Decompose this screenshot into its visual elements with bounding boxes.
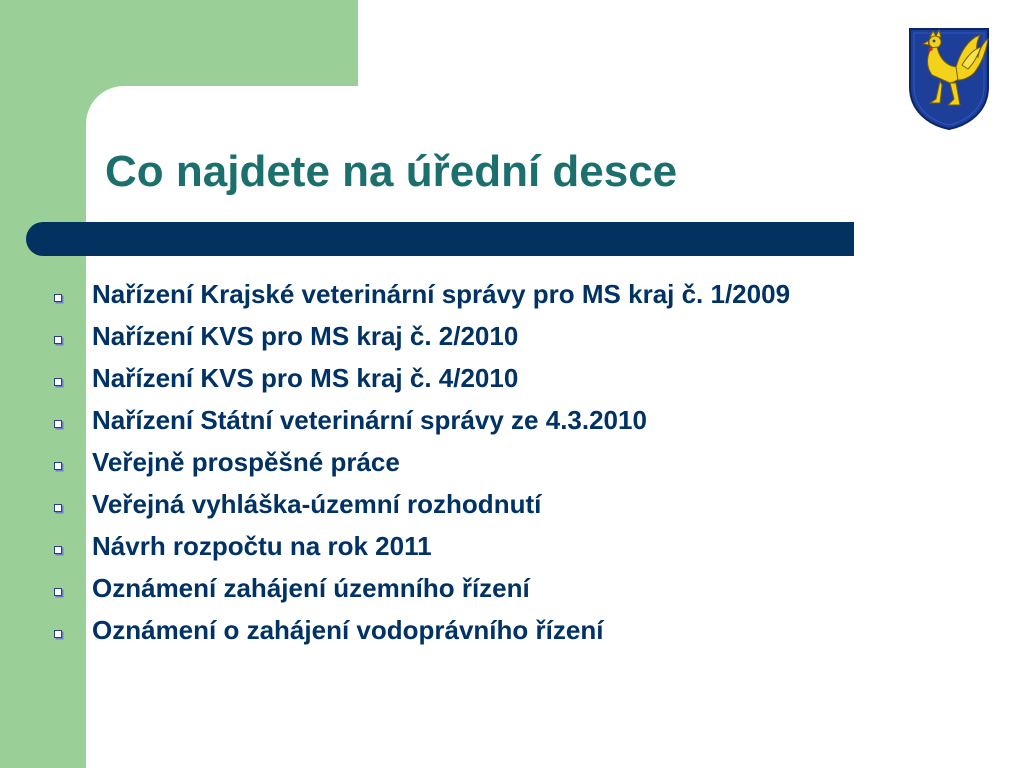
coat-of-arms-emblem (906, 25, 992, 131)
notice-board-list (50, 278, 940, 656)
square-bullet-icon (54, 504, 62, 512)
square-bullet-icon (54, 588, 62, 596)
list-item (50, 572, 940, 605)
list-item-label: Návrh rozpočtu na rok 2011 (92, 531, 432, 561)
list-item (50, 404, 940, 437)
square-bullet-icon (54, 630, 62, 638)
rooster-eye (933, 40, 936, 43)
page-title: Co najdete na úřední desce (105, 147, 678, 196)
list-item (50, 320, 940, 353)
list-item-label: Nařízení Krajské veterinární správy pro MS kraj č. 1/2009 (92, 279, 791, 309)
list-item-label: Veřejně prospěšné práce (92, 447, 400, 477)
square-bullet-icon (54, 378, 62, 386)
list-item-label: Oznámení o zahájení vodoprávního řízení (92, 615, 604, 645)
list-item (50, 488, 940, 521)
title-underline-bar (26, 222, 854, 256)
list-item (50, 614, 940, 647)
list-item (50, 278, 940, 311)
list-item-label: Nařízení KVS pro MS kraj č. 2/2010 (92, 321, 519, 351)
list-item (50, 530, 940, 563)
square-bullet-icon (54, 462, 62, 470)
list-item-label: Veřejná vyhláška-územní rozhodnutí (92, 489, 542, 519)
square-bullet-icon (54, 420, 62, 428)
list-item (50, 446, 940, 479)
list-item-label: Oznámení zahájení územního řízení (92, 573, 530, 603)
square-bullet-icon (54, 546, 62, 554)
square-bullet-icon (54, 294, 62, 302)
square-bullet-icon (54, 336, 62, 344)
list-item (50, 362, 940, 395)
list-item-label: Nařízení KVS pro MS kraj č. 4/2010 (92, 363, 519, 393)
list-item-label: Nařízení Státní veterinární správy ze 4.3.2010 (92, 405, 647, 435)
